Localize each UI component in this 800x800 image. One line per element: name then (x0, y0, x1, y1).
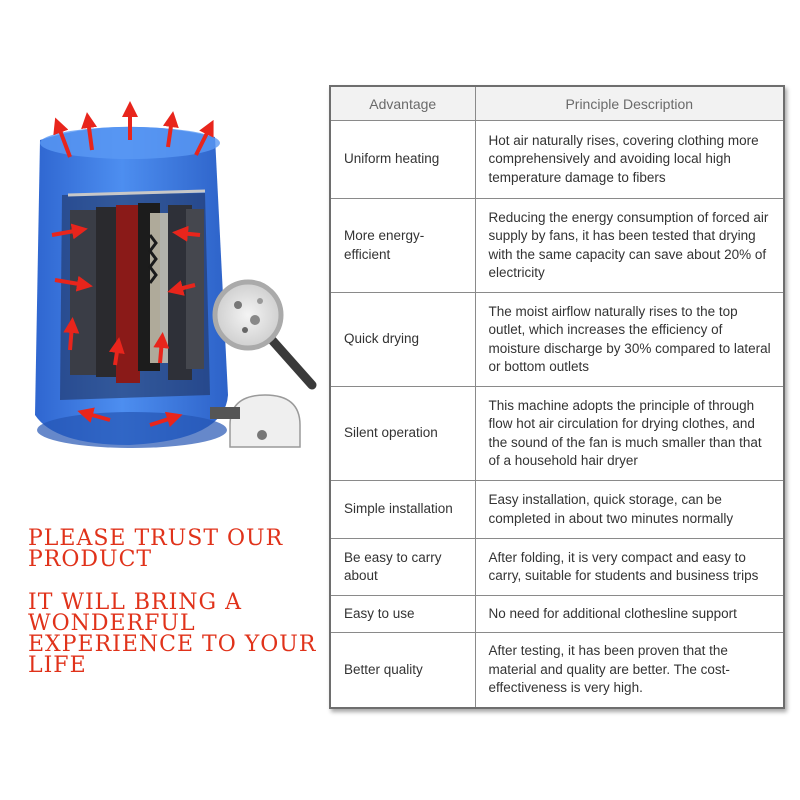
advantage-cell: More energy-efficient (330, 199, 475, 293)
table-header-row (330, 86, 784, 121)
table-row (330, 596, 784, 633)
advantage-cell: Better quality (330, 633, 475, 708)
description-cell: Easy installation, quick storage, can be completed in about two minutes normally (475, 481, 784, 539)
description-cell: This machine adopts the principle of through flow hot air circulation for drying clothes, and the sound of the fan is much smaller than that of a household hair dryer (475, 387, 784, 481)
description-cell: No need for additional clothesline support (475, 596, 784, 633)
table-row (330, 121, 784, 199)
table-row (330, 293, 784, 387)
description-cell: After folding, it is very compact and easy to carry, suitable for students and business trips (475, 539, 784, 596)
advantage-cell: Easy to use (330, 596, 475, 633)
header-advantage: Advantage (330, 86, 475, 121)
table-row (330, 481, 784, 539)
advantage-cell: Silent operation (330, 387, 475, 481)
description-cell: After testing, it has been proven that the material and quality are better. The cost-effectiveness is very high. (475, 633, 784, 708)
advantage-table (329, 85, 785, 709)
header-principle: Principle Description (475, 86, 784, 121)
table-row (330, 199, 784, 293)
advantage-cell: Uniform heating (330, 121, 475, 199)
table-row (330, 633, 784, 708)
product-illustration (0, 95, 330, 475)
table-row (330, 387, 784, 481)
advantage-cell: Be easy to carry about (330, 539, 475, 596)
slogan-experience: IT WILL BRING A WONDERFUL EXPERIENCE TO YOUR LIFE (28, 590, 317, 678)
description-cell: Hot air naturally rises, covering clothing more comprehensively and avoiding local high temperature damage to fibers (475, 121, 784, 199)
description-cell: The moist airflow naturally rises to the top outlet, which increases the efficiency of moisture discharge by 30% compared to lateral or bottom outlets (475, 293, 784, 387)
description-cell: Reducing the energy consumption of forced air supply by fans, it has been tested that drying with the same capacity can save about 20% of electricity (475, 199, 784, 293)
slogan-trust: PLEASE TRUST OUR PRODUCT (28, 526, 284, 572)
table-row (330, 539, 784, 596)
advantage-cell: Simple installation (330, 481, 475, 539)
advantage-cell: Quick drying (330, 293, 475, 387)
magnifier-icon (215, 282, 312, 385)
